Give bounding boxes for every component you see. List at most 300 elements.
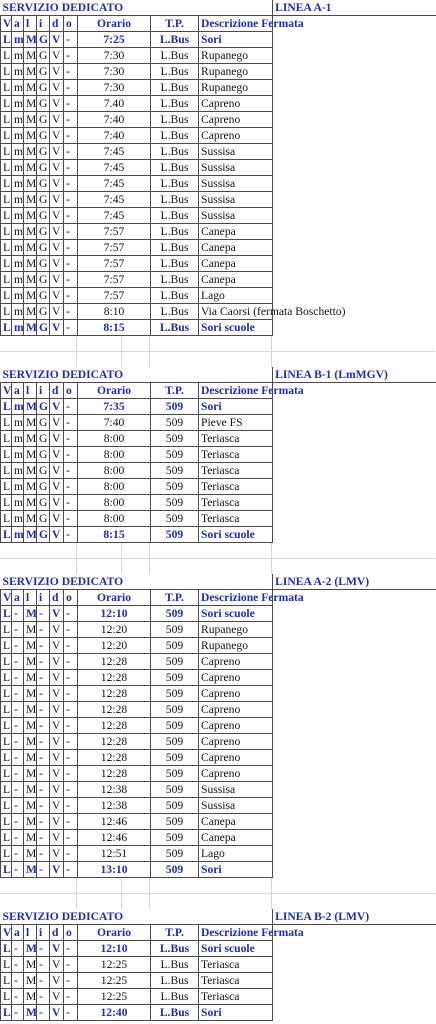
day-cell: V: [50, 638, 64, 654]
time-cell: 12:10: [78, 941, 151, 957]
day-cell: L: [1, 304, 12, 320]
day-cell: V: [50, 846, 64, 862]
table-row: [1, 112, 436, 128]
tp-cell: 509: [151, 718, 199, 734]
day-cell: L: [1, 1005, 12, 1021]
stop-cell: Canepa: [199, 256, 273, 272]
day-cell: L: [1, 431, 12, 447]
table-row: [1, 96, 436, 112]
table-row: [1, 272, 436, 288]
day-cell: V: [50, 782, 64, 798]
tp-header: T.P.: [151, 16, 199, 32]
day-cell: L: [1, 112, 12, 128]
stop-cell: Capreno: [199, 766, 273, 782]
day-cell: G: [37, 272, 50, 288]
table-row: [1, 846, 436, 862]
day-cell: -: [12, 798, 24, 814]
table-row: [1, 256, 436, 272]
day-cell: -: [64, 431, 78, 447]
time-cell: 7:57: [78, 272, 151, 288]
day-cell: -: [37, 862, 50, 878]
table-row: [1, 176, 436, 192]
day-cell: -: [64, 240, 78, 256]
day-cell: L: [1, 798, 12, 814]
day-cell: M: [24, 32, 37, 48]
table-row: [1, 80, 436, 96]
time-cell: 7:25: [78, 32, 151, 48]
table-row: [1, 415, 436, 431]
day-cell: -: [12, 862, 24, 878]
day-cell: V: [50, 766, 64, 782]
timetable-table: [0, 367, 436, 543]
day-cell: -: [12, 622, 24, 638]
day-cell: -: [64, 750, 78, 766]
tp-cell: 509: [151, 782, 199, 798]
stop-cell: Canepa: [199, 830, 273, 846]
table-row: [1, 830, 436, 846]
tp-cell: L.Bus: [151, 224, 199, 240]
table-row: [1, 782, 436, 798]
day-cell: -: [64, 96, 78, 112]
day-cell: V: [50, 830, 64, 846]
table-row: [1, 686, 436, 702]
table-row: [1, 447, 436, 463]
day-cell: V: [50, 272, 64, 288]
time-cell: 12:28: [78, 766, 151, 782]
stop-cell: Capreno: [199, 112, 273, 128]
time-cell: 8:00: [78, 463, 151, 479]
tp-cell: L.Bus: [151, 941, 199, 957]
day-cell: -: [64, 224, 78, 240]
day-cell: M: [24, 814, 37, 830]
tp-cell: L.Bus: [151, 192, 199, 208]
day-cell: -: [37, 750, 50, 766]
day-cell: G: [37, 128, 50, 144]
stop-cell: Capreno: [199, 96, 273, 112]
stop-cell: Rupanego: [199, 64, 273, 80]
table-row: [1, 399, 436, 415]
time-cell: 7:45: [78, 144, 151, 160]
day-cell: M: [24, 511, 37, 527]
stop-cell: Rupanego: [199, 48, 273, 64]
stop-cell: Rupanego: [199, 638, 273, 654]
gridline: [0, 558, 435, 559]
day-cell: M: [24, 973, 37, 989]
stop-cell: Capreno: [199, 686, 273, 702]
tp-cell: L.Bus: [151, 176, 199, 192]
day-cell: -: [37, 989, 50, 1005]
day-cell: V: [50, 702, 64, 718]
stop-cell: Sori scuole: [199, 527, 273, 543]
time-cell: 12:10: [78, 606, 151, 622]
time-cell: 8:10: [78, 304, 151, 320]
tp-cell: 509: [151, 686, 199, 702]
table-row: [1, 750, 436, 766]
day-cell: -: [37, 941, 50, 957]
day-cell: -: [12, 973, 24, 989]
header-row: [1, 925, 436, 941]
day-cell: m: [12, 304, 24, 320]
table-row: [1, 495, 436, 511]
table-row: [1, 479, 436, 495]
day-cell: -: [37, 814, 50, 830]
day-cell: -: [64, 686, 78, 702]
day-cell: -: [37, 702, 50, 718]
day-cell: M: [24, 399, 37, 415]
day-cell: -: [64, 495, 78, 511]
day-cell: m: [12, 144, 24, 160]
day-cell: G: [37, 208, 50, 224]
day-cell: -: [12, 830, 24, 846]
day-header-d: d: [50, 925, 64, 941]
day-cell: L: [1, 830, 12, 846]
day-cell: M: [24, 654, 37, 670]
day-cell: -: [12, 957, 24, 973]
day-cell: L: [1, 447, 12, 463]
table-row: [1, 622, 436, 638]
day-cell: L: [1, 527, 12, 543]
day-cell: V: [50, 750, 64, 766]
day-cell: G: [37, 415, 50, 431]
day-cell: M: [24, 176, 37, 192]
stop-cell: Capreno: [199, 718, 273, 734]
time-cell: 8:00: [78, 479, 151, 495]
day-header-i: i: [37, 16, 50, 32]
timetable-table: [0, 909, 436, 1021]
table-row: [1, 160, 436, 176]
day-cell: m: [12, 447, 24, 463]
tp-cell: L.Bus: [151, 288, 199, 304]
day-cell: V: [50, 160, 64, 176]
day-cell: M: [24, 479, 37, 495]
time-cell: 8:00: [78, 511, 151, 527]
day-cell: m: [12, 80, 24, 96]
day-cell: M: [24, 989, 37, 1005]
day-cell: -: [64, 798, 78, 814]
day-cell: m: [12, 48, 24, 64]
day-cell: M: [24, 160, 37, 176]
day-cell: -: [64, 32, 78, 48]
day-cell: V: [50, 479, 64, 495]
day-cell: -: [37, 1005, 50, 1021]
day-cell: -: [64, 670, 78, 686]
day-cell: M: [24, 670, 37, 686]
day-cell: M: [24, 240, 37, 256]
day-cell: -: [64, 862, 78, 878]
stop-cell: Teriasca: [199, 957, 273, 973]
day-cell: M: [24, 846, 37, 862]
time-cell: 7:40: [78, 415, 151, 431]
day-cell: -: [12, 766, 24, 782]
tp-cell: L.Bus: [151, 957, 199, 973]
day-cell: V: [50, 80, 64, 96]
stop-cell: Teriasca: [199, 495, 273, 511]
day-cell: -: [64, 511, 78, 527]
tp-cell: L.Bus: [151, 240, 199, 256]
day-cell: m: [12, 96, 24, 112]
tp-cell: 509: [151, 670, 199, 686]
day-cell: m: [12, 527, 24, 543]
day-cell: -: [12, 718, 24, 734]
time-cell: 12:51: [78, 846, 151, 862]
day-cell: -: [64, 208, 78, 224]
day-cell: m: [12, 288, 24, 304]
day-cell: L: [1, 208, 12, 224]
day-cell: L: [1, 957, 12, 973]
day-cell: m: [12, 320, 24, 336]
stop-cell: Capreno: [199, 702, 273, 718]
day-cell: m: [12, 240, 24, 256]
day-cell: -: [12, 638, 24, 654]
day-cell: V: [50, 431, 64, 447]
day-cell: V: [50, 447, 64, 463]
stop-cell: Rupanego: [199, 622, 273, 638]
day-cell: -: [12, 1005, 24, 1021]
section-gap: [0, 543, 435, 574]
day-cell: -: [37, 606, 50, 622]
day-cell: M: [24, 415, 37, 431]
day-cell: V: [50, 527, 64, 543]
stop-cell: Sori: [199, 1005, 273, 1021]
day-cell: -: [64, 957, 78, 973]
day-cell: m: [12, 511, 24, 527]
stop-cell: Via Caorsi (fermata Boschetto): [199, 304, 273, 320]
day-cell: M: [24, 750, 37, 766]
day-cell: -: [12, 734, 24, 750]
tp-cell: 509: [151, 447, 199, 463]
day-cell: G: [37, 431, 50, 447]
day-cell: -: [64, 527, 78, 543]
day-cell: V: [50, 957, 64, 973]
day-cell: M: [24, 447, 37, 463]
time-cell: 12:28: [78, 718, 151, 734]
day-cell: L: [1, 862, 12, 878]
stop-cell: Sori scuole: [199, 606, 273, 622]
table-row: [1, 1005, 436, 1021]
day-cell: G: [37, 447, 50, 463]
day-cell: V: [50, 798, 64, 814]
service-title: SERVIZIO DEDICATO: [1, 574, 273, 590]
stop-cell: Canepa: [199, 224, 273, 240]
table-row: [1, 431, 436, 447]
stop-cell: Teriasca: [199, 447, 273, 463]
day-cell: M: [24, 320, 37, 336]
day-cell: -: [64, 814, 78, 830]
table-row: [1, 606, 436, 622]
day-header-a: a: [12, 383, 24, 399]
section-title-row: [1, 574, 436, 590]
day-cell: G: [37, 32, 50, 48]
day-header-l: l: [24, 590, 37, 606]
day-cell: M: [24, 272, 37, 288]
day-cell: L: [1, 32, 12, 48]
day-cell: L: [1, 64, 12, 80]
day-cell: -: [37, 782, 50, 798]
tp-cell: 509: [151, 750, 199, 766]
stop-cell: Sussisa: [199, 176, 273, 192]
time-cell: 12:20: [78, 638, 151, 654]
day-cell: V: [50, 304, 64, 320]
tp-cell: L.Bus: [151, 80, 199, 96]
day-cell: V: [50, 320, 64, 336]
table-row: [1, 511, 436, 527]
stop-cell: Sussisa: [199, 144, 273, 160]
timetable-linea-b-1: [0, 367, 435, 543]
table-row: [1, 798, 436, 814]
stop-cell: Sori scuole: [199, 941, 273, 957]
day-cell: L: [1, 814, 12, 830]
stop-cell: Sussisa: [199, 192, 273, 208]
day-cell: -: [64, 447, 78, 463]
day-cell: G: [37, 495, 50, 511]
day-cell: -: [12, 941, 24, 957]
time-cell: 12:38: [78, 782, 151, 798]
day-cell: L: [1, 80, 12, 96]
day-cell: M: [24, 224, 37, 240]
day-cell: m: [12, 208, 24, 224]
day-header-l: l: [24, 383, 37, 399]
tp-cell: 509: [151, 862, 199, 878]
day-cell: -: [37, 734, 50, 750]
stop-cell: Sori: [199, 32, 273, 48]
stop-cell: Sori: [199, 399, 273, 415]
tp-cell: 509: [151, 702, 199, 718]
day-cell: M: [24, 144, 37, 160]
day-cell: -: [64, 80, 78, 96]
time-cell: 8:00: [78, 447, 151, 463]
day-cell: L: [1, 192, 12, 208]
stop-cell: Capreno: [199, 670, 273, 686]
stop-cell: Teriasca: [199, 973, 273, 989]
day-cell: -: [12, 702, 24, 718]
day-cell: -: [64, 734, 78, 750]
day-cell: V: [50, 192, 64, 208]
day-cell: -: [64, 112, 78, 128]
day-header-d: d: [50, 16, 64, 32]
day-cell: L: [1, 176, 12, 192]
table-row: [1, 240, 436, 256]
day-cell: L: [1, 96, 12, 112]
stop-cell: Canepa: [199, 814, 273, 830]
tp-cell: L.Bus: [151, 32, 199, 48]
tp-cell: 509: [151, 495, 199, 511]
day-cell: V: [50, 64, 64, 80]
time-cell: 7:45: [78, 160, 151, 176]
day-cell: L: [1, 654, 12, 670]
time-cell: 8:00: [78, 431, 151, 447]
day-header-i: i: [37, 590, 50, 606]
day-cell: m: [12, 256, 24, 272]
day-cell: V: [50, 96, 64, 112]
stop-cell: Capreno: [199, 750, 273, 766]
tp-cell: 509: [151, 654, 199, 670]
stop-cell: Pieve FS: [199, 415, 273, 431]
day-cell: L: [1, 989, 12, 1005]
day-cell: -: [64, 415, 78, 431]
day-cell: V: [50, 654, 64, 670]
tp-cell: 509: [151, 415, 199, 431]
day-cell: L: [1, 750, 12, 766]
time-cell: 7:30: [78, 80, 151, 96]
stop-cell: Teriasca: [199, 511, 273, 527]
stop-header: Descrizione Fermata: [199, 590, 273, 606]
stop-cell: Teriasca: [199, 989, 273, 1005]
day-cell: G: [37, 144, 50, 160]
day-header-i: i: [37, 383, 50, 399]
day-cell: L: [1, 511, 12, 527]
day-cell: M: [24, 686, 37, 702]
day-cell: -: [12, 606, 24, 622]
day-cell: G: [37, 176, 50, 192]
table-row: [1, 718, 436, 734]
table-row: [1, 989, 436, 1005]
table-row: [1, 654, 436, 670]
day-cell: V: [50, 256, 64, 272]
day-cell: L: [1, 495, 12, 511]
day-cell: M: [24, 638, 37, 654]
day-cell: -: [64, 782, 78, 798]
stop-cell: Sussisa: [199, 160, 273, 176]
day-header-d: d: [50, 590, 64, 606]
day-cell: L: [1, 941, 12, 957]
stop-cell: Capreno: [199, 654, 273, 670]
day-cell: V: [50, 240, 64, 256]
table-row: [1, 48, 436, 64]
timetable-linea-a-2: [0, 574, 435, 878]
day-cell: M: [24, 782, 37, 798]
day-cell: -: [37, 638, 50, 654]
day-cell: L: [1, 128, 12, 144]
time-header: Orario: [78, 925, 151, 941]
day-cell: V: [50, 48, 64, 64]
table-row: [1, 463, 436, 479]
time-cell: 12:28: [78, 686, 151, 702]
day-cell: M: [24, 622, 37, 638]
tp-cell: 509: [151, 622, 199, 638]
day-cell: -: [64, 622, 78, 638]
day-cell: -: [64, 304, 78, 320]
day-cell: G: [37, 304, 50, 320]
day-cell: M: [24, 64, 37, 80]
time-cell: 12:25: [78, 989, 151, 1005]
stop-cell: Teriasca: [199, 463, 273, 479]
day-cell: -: [12, 750, 24, 766]
day-cell: m: [12, 160, 24, 176]
day-cell: V: [50, 862, 64, 878]
day-cell: V: [50, 144, 64, 160]
day-cell: G: [37, 256, 50, 272]
table-row: [1, 144, 436, 160]
time-cell: 12:38: [78, 798, 151, 814]
day-cell: -: [37, 846, 50, 862]
service-title: SERVIZIO DEDICATO: [1, 0, 273, 16]
gridline: [0, 893, 435, 894]
day-cell: M: [24, 96, 37, 112]
day-header-a: a: [12, 16, 24, 32]
day-cell: -: [37, 670, 50, 686]
day-cell: G: [37, 160, 50, 176]
day-cell: -: [37, 798, 50, 814]
table-row: [1, 192, 436, 208]
time-cell: 12:28: [78, 670, 151, 686]
day-cell: -: [12, 686, 24, 702]
tp-header: T.P.: [151, 925, 199, 941]
day-cell: m: [12, 463, 24, 479]
day-cell: -: [37, 973, 50, 989]
time-header: Orario: [78, 590, 151, 606]
day-cell: -: [37, 654, 50, 670]
day-cell: M: [24, 112, 37, 128]
